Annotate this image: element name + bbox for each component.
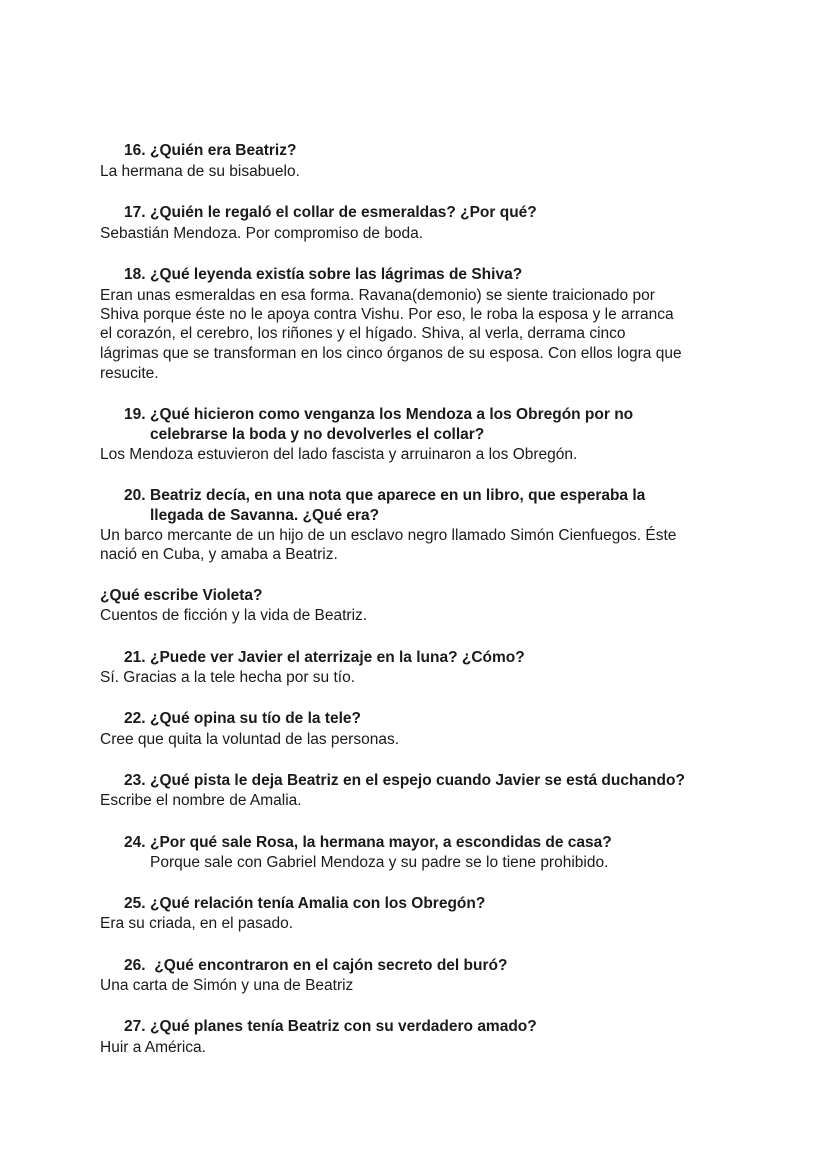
question-21 <box>124 648 525 668</box>
answer-18-line-5: resucite. <box>100 365 159 382</box>
answer-24: Porque sale con Gabriel Mendoza y su padre se lo tiene prohibido. <box>150 854 609 871</box>
question-text: Beatriz decía, en una nota que aparece en un libro, que esperaba la <box>150 487 646 504</box>
question-number: 24. <box>124 834 146 851</box>
question-number: 18. <box>124 266 146 283</box>
question-27 <box>124 1017 537 1037</box>
question-number: 19. <box>124 406 146 423</box>
question-text: ¿Puede ver Javier el aterrizaje en la luna? ¿Cómo? <box>150 649 525 666</box>
answer-22: Cree que quita la voluntad de las personas. <box>100 731 400 748</box>
answer-17: Sebastián Mendoza. Por compromiso de boda. <box>100 225 424 242</box>
question-20-continuation: llegada de Savanna. ¿Qué era? <box>150 507 380 524</box>
answer-18-line-1: Eran unas esmeraldas en esa forma. Ravana(demonio) se siente traicionado por <box>100 287 655 304</box>
question-number: 27. <box>124 1018 146 1035</box>
answer-violeta: Cuentos de ficción y la vida de Beatriz. <box>100 607 368 624</box>
question-text: ¿Por qué sale Rosa, la hermana mayor, a escondidas de casa? <box>150 834 612 851</box>
answer-27: Huir a América. <box>100 1039 206 1056</box>
question-number: 26. <box>124 957 146 974</box>
answer-26: Una carta de Simón y una de Beatriz <box>100 977 354 994</box>
question-number: 25. <box>124 895 146 912</box>
answer-20-line-2: nació en Cuba, y amaba a Beatriz. <box>100 546 338 563</box>
answer-23: Escribe el nombre de Amalia. <box>100 792 302 809</box>
question-16 <box>124 141 296 161</box>
question-23 <box>124 771 685 791</box>
question-text: ¿Quién era Beatriz? <box>150 142 297 159</box>
question-24 <box>124 833 612 853</box>
question-text: ¿Quién le regaló el collar de esmeraldas? ¿Por qué? <box>150 204 537 221</box>
answer-18-line-2: Shiva porque éste no le apoya contra Vishu. Por eso, le roba la esposa y le arranca <box>100 306 674 323</box>
question-number: 20. <box>124 487 146 504</box>
question-22 <box>124 709 361 729</box>
answer-18-line-4: lágrimas que se transforman en los cinco órganos de su esposa. Con ellos logra que <box>100 345 682 362</box>
question-number: 16. <box>124 142 146 159</box>
question-20 <box>124 486 645 506</box>
question-violeta: ¿Qué escribe Violeta? <box>100 587 263 604</box>
question-17 <box>124 203 537 223</box>
question-text: ¿Qué pista le deja Beatriz en el espejo cuando Javier se está duchando? <box>150 772 685 789</box>
answer-16: La hermana de su bisabuelo. <box>100 163 300 180</box>
answer-18-line-3: el corazón, el cerebro, los riñones y el hígado. Shiva, al verla, derrama cinco <box>100 325 626 342</box>
question-18 <box>124 265 522 285</box>
answer-19: Los Mendoza estuvieron del lado fascista y arruinaron a los Obregón. <box>100 446 578 463</box>
question-19 <box>124 405 633 425</box>
question-text: ¿Qué relación tenía Amalia con los Obregón? <box>150 895 486 912</box>
question-number: 22. <box>124 710 146 727</box>
answer-21: Sí. Gracias a la tele hecha por su tío. <box>100 669 356 686</box>
question-number: 17. <box>124 204 146 221</box>
question-number: 21. <box>124 649 146 666</box>
question-text: ¿Qué planes tenía Beatriz con su verdadero amado? <box>150 1018 537 1035</box>
question-25 <box>124 894 485 914</box>
question-number: 23. <box>124 772 146 789</box>
question-26 <box>124 956 507 976</box>
question-19-continuation: celebrarse la boda y no devolverles el collar? <box>150 426 485 443</box>
question-text: ¿Qué hicieron como venganza los Mendoza a los Obregón por no <box>150 406 634 423</box>
answer-25: Era su criada, en el pasado. <box>100 915 294 932</box>
question-text: ¿Qué opina su tío de la tele? <box>150 710 361 727</box>
answer-20-line-1: Un barco mercante de un hijo de un esclavo negro llamado Simón Cienfuegos. Éste <box>100 527 677 544</box>
question-text: ¿Qué encontraron en el cajón secreto del buró? <box>150 957 508 974</box>
question-text: ¿Qué leyenda existía sobre las lágrimas de Shiva? <box>150 266 523 283</box>
